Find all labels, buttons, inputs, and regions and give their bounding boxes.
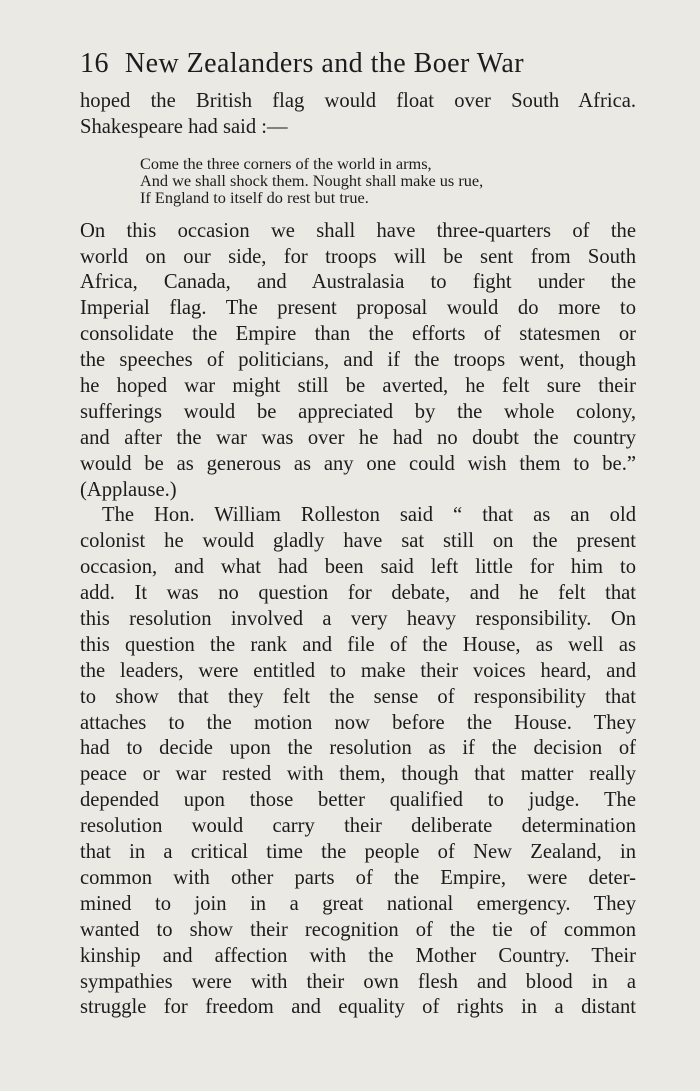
running-title: New Zealanders and the Boer War — [124, 48, 525, 79]
text-line: common with other parts of the Empire, were deter- — [80, 866, 636, 889]
page-number: 16 — [80, 48, 109, 79]
text-line: The Hon. William Rolleston said “ that as an old — [102, 504, 636, 527]
text-line: the speeches of politicians, and if the troops went, though — [80, 349, 636, 372]
text-line: resolution would carry their deliberate determination — [80, 815, 636, 838]
text-line: to show that they felt the sense of responsibility that — [80, 685, 636, 708]
paragraph-1 — [80, 89, 636, 141]
text-line: Imperial flag. The present proposal would do more to — [80, 297, 636, 320]
text-line: world on our side, for troops will be sent from South — [80, 245, 636, 268]
text-line: attaches to the motion now before the House. They — [80, 711, 636, 734]
text-line: would be as generous as any one could wish them to be.” — [80, 452, 636, 475]
verse-quotation — [140, 155, 540, 207]
text-line: that in a critical time the people of New Zealand, in — [80, 841, 636, 864]
verse-line: If England to itself do rest but true. — [140, 188, 369, 208]
text-line: kinship and affection with the Mother Country. Their — [80, 944, 636, 967]
text-line: mined to join in a great national emergency. They — [80, 892, 636, 915]
text-line: the leaders, were entitled to make their voices heard, and — [80, 659, 636, 682]
paragraph-2 — [80, 219, 636, 504]
body-text — [80, 89, 636, 1021]
paragraph-3 — [80, 503, 636, 1021]
text-line: wanted to show their recognition of the tie of common — [80, 918, 636, 941]
text-line: struggle for freedom and equality of rights in a distant — [80, 996, 636, 1019]
running-head — [80, 46, 600, 82]
verse-line: And we shall shock them. Nought shall make us rue, — [140, 171, 484, 191]
text-line: depended upon those better qualified to judge. The — [80, 789, 636, 812]
verse-line: Come the three corners of the world in arms, — [140, 153, 432, 173]
text-line: occasion, and what had been said left little for him to — [80, 556, 636, 579]
text-line: colonist he would gladly have sat still on the present — [80, 530, 636, 553]
text-line: sufferings would be appreciated by the whole colony, — [80, 400, 636, 423]
text-line: Africa, Canada, and Australasia to fight under the — [80, 271, 636, 294]
text-line: peace or war rested with them, though that matter really — [80, 763, 636, 786]
text-line: this resolution involved a very heavy responsibility. On — [80, 608, 636, 631]
text-line: he hoped war might still be averted, he felt sure their — [80, 375, 636, 398]
text-line: (Applause.) — [80, 478, 177, 501]
text-line: this question the rank and file of the House, as well as — [80, 633, 636, 656]
text-line: had to decide upon the resolution as if the decision of — [80, 737, 636, 760]
text-line: On this occasion we shall have three-quarters of the — [80, 219, 636, 242]
text-line: hoped the British flag would float over South Africa. — [80, 90, 636, 112]
text-line: and after the war was over he had no doubt the country — [80, 426, 636, 449]
text-line: sympathies were with their own flesh and blood in a — [80, 970, 636, 993]
text-line: Shakespeare had said :— — [80, 115, 288, 138]
text-line: consolidate the Empire than the efforts of statesmen or — [80, 323, 636, 346]
text-line: add. It was no question for debate, and he felt that — [80, 582, 636, 605]
